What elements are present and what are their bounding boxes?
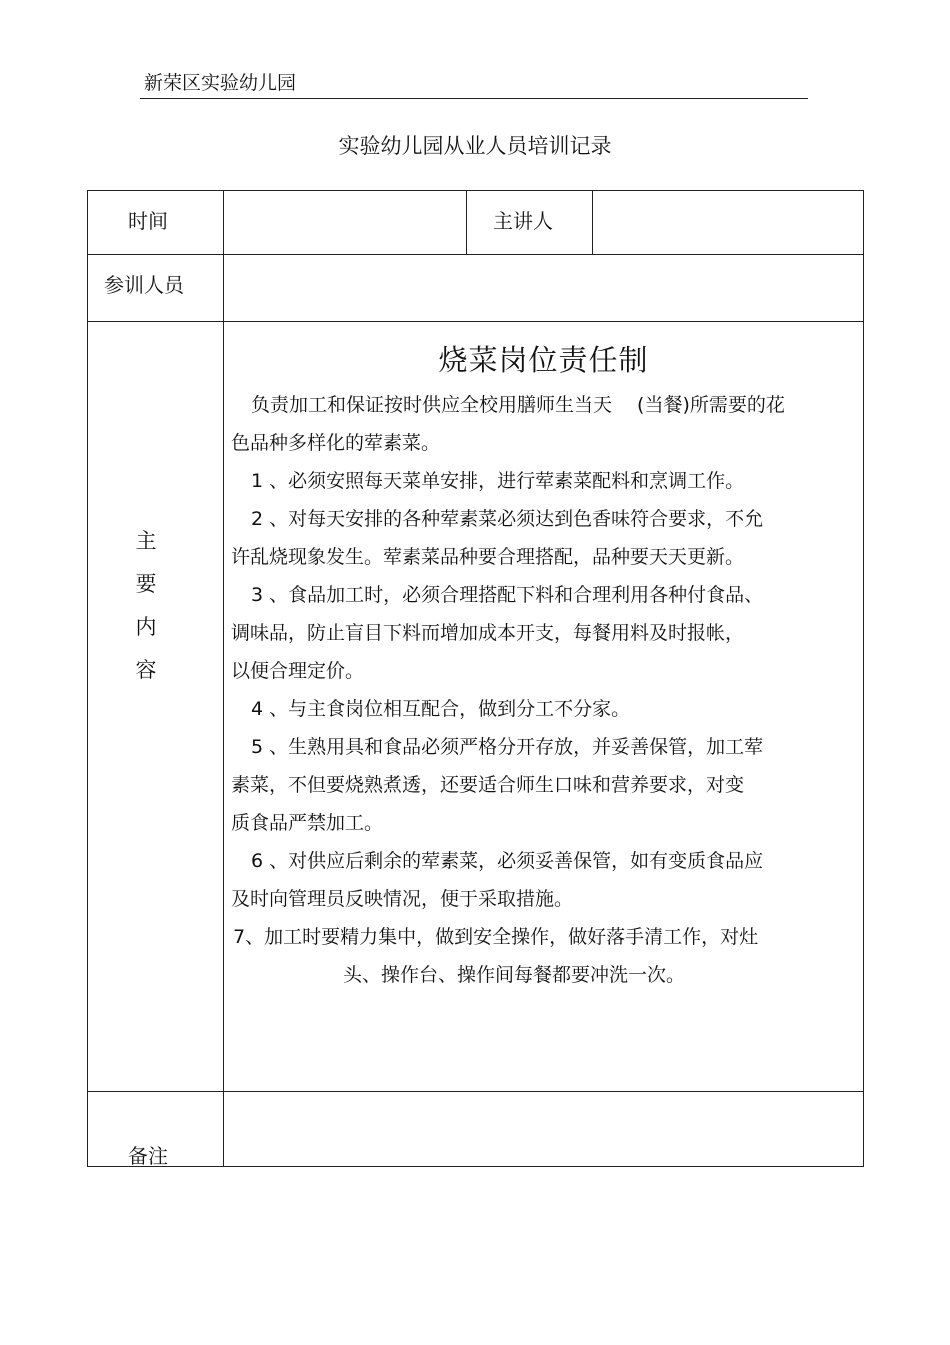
content-line: 许乱烧现象发生。荤素菜品种要合理搭配，品种要天天更新。	[231, 546, 745, 568]
remarks-label: 备注	[128, 1144, 168, 1168]
content-line: 负责加工和保证按时供应全校用膳师生当天 (当餐)所需要的花	[251, 394, 785, 416]
content-line: 6 、对供应后剩余的荤素菜，必须妥善保管，如有变质食品应	[251, 850, 764, 872]
main-content-label-char: 主	[135, 529, 157, 553]
content-line: 素菜，不但要烧熟煮透，还要适合师生口味和营养要求，对变	[231, 774, 745, 796]
table-border-top	[87, 190, 864, 191]
document-title: 实验幼儿园从业人员培训记录	[338, 134, 612, 158]
content-line: 质食品严禁加工。	[231, 812, 384, 834]
content-line: 1 、必须安照每天菜单安排，进行荤素菜配料和烹调工作。	[251, 470, 745, 492]
content-line: 色品种多样化的荤素菜。	[231, 432, 441, 454]
time-label: 时间	[128, 209, 168, 233]
header-rule	[140, 98, 808, 99]
content-line: 头、操作台、操作间每餐都要冲洗一次。	[343, 964, 686, 986]
content-line: 5 、生熟用具和食品必须严格分开存放，并妥善保管，加工荤	[251, 736, 764, 758]
table-row-divider	[87, 321, 864, 322]
content-line: 4 、与主食岗位相互配合，做到分工不分家。	[251, 698, 631, 720]
training-record-table	[87, 190, 864, 1167]
content-line: 7、加工时要精力集中，做到安全操作，做好落手清工作，对灶	[233, 926, 759, 948]
table-row-divider	[87, 254, 864, 255]
content-line: 调味品，防止盲目下料而增加成本开支，每餐用料及时报帐，	[231, 622, 745, 644]
table-border-right	[863, 190, 864, 1167]
main-content-body	[231, 338, 856, 994]
main-content-label-char: 容	[135, 658, 157, 682]
content-line: 以便合理定价。	[231, 660, 365, 682]
content-line: 及时向管理员反映情况，便于采取措施。	[231, 888, 574, 910]
table-row-divider	[87, 1091, 864, 1092]
main-content-label-char: 要	[135, 572, 157, 596]
content-line: 3 、食品加工时，必须合理搭配下料和合理利用各种付食品、	[251, 584, 764, 606]
attendees-label: 参训人员	[104, 273, 184, 297]
table-border-left	[87, 190, 88, 1167]
content-line: 2 、对每天安排的各种荤素菜必须达到色香味符合要求，不允	[251, 508, 764, 530]
header-org: 新荣区实验幼儿园	[144, 72, 297, 94]
table-column-divider	[592, 190, 593, 254]
speaker-label: 主讲人	[493, 209, 553, 233]
article-title: 烧菜岗位责任制	[438, 343, 649, 377]
main-content-label	[131, 520, 161, 692]
table-border-bottom	[87, 1166, 864, 1167]
main-content-label-char: 内	[135, 615, 157, 639]
table-column-divider	[223, 190, 224, 1167]
table-column-divider	[466, 190, 467, 254]
